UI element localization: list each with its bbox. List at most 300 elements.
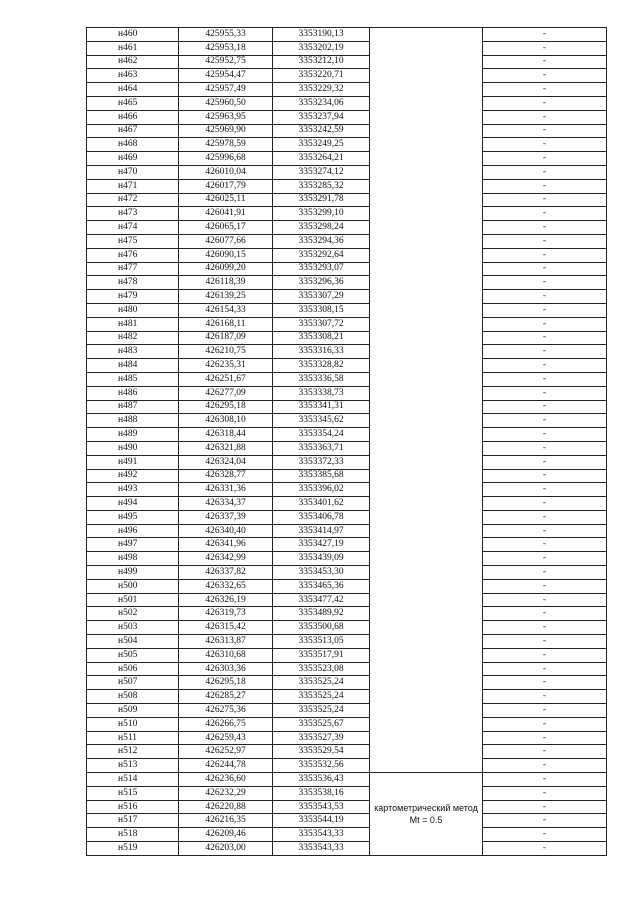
table-row	[87, 524, 607, 538]
accuracy-cell: -	[483, 55, 607, 69]
x-coordinate-cell: 425960,50	[179, 96, 273, 110]
point-id-cell: н485	[87, 372, 179, 386]
table-row	[87, 552, 607, 566]
table-row	[87, 193, 607, 207]
table-body	[87, 28, 607, 856]
accuracy-cell: -	[483, 345, 607, 359]
y-coordinate-cell: 3353363,71	[273, 441, 370, 455]
point-id-cell: н519	[87, 842, 179, 856]
accuracy-cell: -	[483, 152, 607, 166]
x-coordinate-cell: 425952,75	[179, 55, 273, 69]
x-coordinate-cell: 425969,90	[179, 124, 273, 138]
y-coordinate-cell: 3353544,19	[273, 814, 370, 828]
accuracy-cell: -	[483, 331, 607, 345]
x-coordinate-cell: 426308,10	[179, 414, 273, 428]
x-coordinate-cell: 425954,47	[179, 69, 273, 83]
x-coordinate-cell: 426025,11	[179, 193, 273, 207]
point-id-cell: н506	[87, 662, 179, 676]
point-id-cell: н476	[87, 248, 179, 262]
y-coordinate-cell: 3353316,33	[273, 345, 370, 359]
x-coordinate-cell: 426315,42	[179, 621, 273, 635]
y-coordinate-cell: 3353477,42	[273, 593, 370, 607]
y-coordinate-cell: 3353291,78	[273, 193, 370, 207]
x-coordinate-cell: 425996,68	[179, 152, 273, 166]
table-row	[87, 262, 607, 276]
y-coordinate-cell: 3353372,33	[273, 455, 370, 469]
x-coordinate-cell: 426168,11	[179, 317, 273, 331]
point-id-cell: н505	[87, 648, 179, 662]
x-coordinate-cell: 425963,95	[179, 110, 273, 124]
table-row	[87, 152, 607, 166]
accuracy-cell: -	[483, 510, 607, 524]
point-id-cell: н472	[87, 193, 179, 207]
table-row	[87, 469, 607, 483]
point-id-cell: н467	[87, 124, 179, 138]
point-id-cell: н488	[87, 414, 179, 428]
y-coordinate-cell: 3353234,06	[273, 96, 370, 110]
accuracy-cell: -	[483, 124, 607, 138]
x-coordinate-cell: 426318,44	[179, 428, 273, 442]
accuracy-cell: -	[483, 386, 607, 400]
y-coordinate-cell: 3353517,91	[273, 648, 370, 662]
y-coordinate-cell: 3353345,62	[273, 414, 370, 428]
y-coordinate-cell: 3353525,67	[273, 717, 370, 731]
accuracy-cell: -	[483, 110, 607, 124]
x-coordinate-cell: 426342,99	[179, 552, 273, 566]
table-row	[87, 248, 607, 262]
x-coordinate-cell: 426277,09	[179, 386, 273, 400]
accuracy-cell: -	[483, 717, 607, 731]
table-row	[87, 303, 607, 317]
x-coordinate-cell: 426010,04	[179, 165, 273, 179]
x-coordinate-cell: 426210,75	[179, 345, 273, 359]
table-row	[87, 538, 607, 552]
accuracy-cell: -	[483, 731, 607, 745]
table-row	[87, 773, 607, 787]
accuracy-cell: -	[483, 704, 607, 718]
x-coordinate-cell: 426319,73	[179, 607, 273, 621]
accuracy-cell: -	[483, 593, 607, 607]
table-row	[87, 331, 607, 345]
point-id-cell: н463	[87, 69, 179, 83]
accuracy-cell: -	[483, 538, 607, 552]
y-coordinate-cell: 3353229,32	[273, 83, 370, 97]
y-coordinate-cell: 3353292,64	[273, 248, 370, 262]
x-coordinate-cell: 426295,18	[179, 400, 273, 414]
table-row	[87, 593, 607, 607]
x-coordinate-cell: 426203,00	[179, 842, 273, 856]
accuracy-cell: -	[483, 83, 607, 97]
accuracy-cell: -	[483, 524, 607, 538]
accuracy-cell: -	[483, 842, 607, 856]
table-row	[87, 124, 607, 138]
table-row	[87, 814, 607, 828]
table-row	[87, 221, 607, 235]
y-coordinate-cell: 3353202,19	[273, 41, 370, 55]
y-coordinate-cell: 3353296,36	[273, 276, 370, 290]
point-id-cell: н461	[87, 41, 179, 55]
table-row	[87, 96, 607, 110]
y-coordinate-cell: 3353525,24	[273, 676, 370, 690]
accuracy-cell: -	[483, 566, 607, 580]
accuracy-cell: -	[483, 759, 607, 773]
table-row	[87, 414, 607, 428]
point-id-cell: н516	[87, 800, 179, 814]
x-coordinate-cell: 426295,18	[179, 676, 273, 690]
accuracy-cell: -	[483, 96, 607, 110]
table-row	[87, 165, 607, 179]
table-row	[87, 800, 607, 814]
x-coordinate-cell: 426252,97	[179, 745, 273, 759]
y-coordinate-cell: 3353308,21	[273, 331, 370, 345]
point-id-cell: н460	[87, 28, 179, 42]
y-coordinate-cell: 3353543,33	[273, 842, 370, 856]
point-id-cell: н509	[87, 704, 179, 718]
accuracy-cell: -	[483, 607, 607, 621]
table-row	[87, 566, 607, 580]
point-id-cell: н492	[87, 469, 179, 483]
y-coordinate-cell: 3353308,15	[273, 303, 370, 317]
x-coordinate-cell: 426154,33	[179, 303, 273, 317]
point-id-cell: н469	[87, 152, 179, 166]
x-coordinate-cell: 426275,36	[179, 704, 273, 718]
y-coordinate-cell: 3353307,72	[273, 317, 370, 331]
x-coordinate-cell: 426017,79	[179, 179, 273, 193]
y-coordinate-cell: 3353220,71	[273, 69, 370, 83]
table-row	[87, 428, 607, 442]
point-id-cell: н501	[87, 593, 179, 607]
x-coordinate-cell: 426334,37	[179, 497, 273, 511]
table-row	[87, 635, 607, 649]
accuracy-cell: -	[483, 828, 607, 842]
point-id-cell: н494	[87, 497, 179, 511]
point-id-cell: н466	[87, 110, 179, 124]
y-coordinate-cell: 3353385,68	[273, 469, 370, 483]
y-coordinate-cell: 3353212,10	[273, 55, 370, 69]
x-coordinate-cell: 426285,27	[179, 690, 273, 704]
accuracy-cell: -	[483, 372, 607, 386]
accuracy-cell: -	[483, 648, 607, 662]
point-id-cell: н474	[87, 221, 179, 235]
y-coordinate-cell: 3353328,82	[273, 359, 370, 373]
accuracy-cell: -	[483, 428, 607, 442]
table-row	[87, 690, 607, 704]
x-coordinate-cell: 426326,19	[179, 593, 273, 607]
accuracy-cell: -	[483, 221, 607, 235]
y-coordinate-cell: 3353396,02	[273, 483, 370, 497]
accuracy-cell: -	[483, 441, 607, 455]
table-row	[87, 842, 607, 856]
method-cell: картометрический метод Mt = 0.5	[370, 773, 483, 856]
y-coordinate-cell: 3353500,68	[273, 621, 370, 635]
x-coordinate-cell: 426099,20	[179, 262, 273, 276]
accuracy-cell: -	[483, 234, 607, 248]
point-id-cell: н484	[87, 359, 179, 373]
table-row	[87, 110, 607, 124]
accuracy-cell: -	[483, 28, 607, 42]
accuracy-cell: -	[483, 262, 607, 276]
point-id-cell: н495	[87, 510, 179, 524]
x-coordinate-cell: 426331,36	[179, 483, 273, 497]
accuracy-cell: -	[483, 800, 607, 814]
x-coordinate-cell: 426216,35	[179, 814, 273, 828]
table-row	[87, 441, 607, 455]
point-id-cell: н464	[87, 83, 179, 97]
x-coordinate-cell: 426313,87	[179, 635, 273, 649]
table-row	[87, 138, 607, 152]
point-id-cell: н511	[87, 731, 179, 745]
table-row	[87, 234, 607, 248]
y-coordinate-cell: 3353414,97	[273, 524, 370, 538]
y-coordinate-cell: 3353264,21	[273, 152, 370, 166]
method-cell	[370, 28, 483, 773]
x-coordinate-cell: 426332,65	[179, 579, 273, 593]
y-coordinate-cell: 3353294,36	[273, 234, 370, 248]
point-id-cell: н475	[87, 234, 179, 248]
y-coordinate-cell: 3353299,10	[273, 207, 370, 221]
table-row	[87, 497, 607, 511]
x-coordinate-cell: 425955,33	[179, 28, 273, 42]
table-row	[87, 455, 607, 469]
x-coordinate-cell: 425978,59	[179, 138, 273, 152]
point-id-cell: н487	[87, 400, 179, 414]
table-row	[87, 621, 607, 635]
point-id-cell: н497	[87, 538, 179, 552]
y-coordinate-cell: 3353453,30	[273, 566, 370, 580]
table-row	[87, 483, 607, 497]
table-row	[87, 207, 607, 221]
y-coordinate-cell: 3353338,73	[273, 386, 370, 400]
x-coordinate-cell: 426139,25	[179, 290, 273, 304]
y-coordinate-cell: 3353513,05	[273, 635, 370, 649]
x-coordinate-cell: 426235,31	[179, 359, 273, 373]
y-coordinate-cell: 3353527,39	[273, 731, 370, 745]
accuracy-cell: -	[483, 690, 607, 704]
accuracy-cell: -	[483, 621, 607, 635]
y-coordinate-cell: 3353489,92	[273, 607, 370, 621]
accuracy-cell: -	[483, 359, 607, 373]
accuracy-cell: -	[483, 193, 607, 207]
accuracy-cell: -	[483, 276, 607, 290]
x-coordinate-cell: 426328,77	[179, 469, 273, 483]
table-row	[87, 386, 607, 400]
table-row	[87, 828, 607, 842]
point-id-cell: н470	[87, 165, 179, 179]
point-id-cell: н503	[87, 621, 179, 635]
y-coordinate-cell: 3353190,13	[273, 28, 370, 42]
table-row	[87, 704, 607, 718]
x-coordinate-cell: 426259,43	[179, 731, 273, 745]
table-row	[87, 510, 607, 524]
accuracy-cell: -	[483, 248, 607, 262]
table-row	[87, 579, 607, 593]
accuracy-cell: -	[483, 635, 607, 649]
table-row	[87, 745, 607, 759]
point-id-cell: н499	[87, 566, 179, 580]
point-id-cell: н502	[87, 607, 179, 621]
y-coordinate-cell: 3353237,94	[273, 110, 370, 124]
y-coordinate-cell: 3353525,24	[273, 704, 370, 718]
point-id-cell: н462	[87, 55, 179, 69]
point-id-cell: н507	[87, 676, 179, 690]
point-id-cell: н513	[87, 759, 179, 773]
y-coordinate-cell: 3353307,29	[273, 290, 370, 304]
table-row	[87, 786, 607, 800]
point-id-cell: н517	[87, 814, 179, 828]
point-id-cell: н493	[87, 483, 179, 497]
y-coordinate-cell: 3353406,78	[273, 510, 370, 524]
accuracy-cell: -	[483, 290, 607, 304]
table-row	[87, 717, 607, 731]
accuracy-cell: -	[483, 317, 607, 331]
x-coordinate-cell: 425957,49	[179, 83, 273, 97]
y-coordinate-cell: 3353274,12	[273, 165, 370, 179]
coordinates-table	[86, 27, 607, 856]
accuracy-cell: -	[483, 303, 607, 317]
point-id-cell: н486	[87, 386, 179, 400]
point-id-cell: н518	[87, 828, 179, 842]
x-coordinate-cell: 426065,17	[179, 221, 273, 235]
accuracy-cell: -	[483, 207, 607, 221]
point-id-cell: н498	[87, 552, 179, 566]
table-row	[87, 55, 607, 69]
table-row	[87, 359, 607, 373]
accuracy-cell: -	[483, 400, 607, 414]
table-row	[87, 372, 607, 386]
accuracy-cell: -	[483, 138, 607, 152]
point-id-cell: н465	[87, 96, 179, 110]
y-coordinate-cell: 3353293,07	[273, 262, 370, 276]
y-coordinate-cell: 3353532,56	[273, 759, 370, 773]
x-coordinate-cell: 426251,67	[179, 372, 273, 386]
y-coordinate-cell: 3353536,43	[273, 773, 370, 787]
point-id-cell: н477	[87, 262, 179, 276]
accuracy-cell: -	[483, 662, 607, 676]
table-row	[87, 83, 607, 97]
y-coordinate-cell: 3353543,33	[273, 828, 370, 842]
table-row	[87, 290, 607, 304]
point-id-cell: н479	[87, 290, 179, 304]
x-coordinate-cell: 426220,88	[179, 800, 273, 814]
table-row	[87, 41, 607, 55]
y-coordinate-cell: 3353354,24	[273, 428, 370, 442]
table-row	[87, 28, 607, 42]
y-coordinate-cell: 3353439,09	[273, 552, 370, 566]
point-id-cell: н491	[87, 455, 179, 469]
y-coordinate-cell: 3353538,16	[273, 786, 370, 800]
x-coordinate-cell: 425953,18	[179, 41, 273, 55]
x-coordinate-cell: 426337,82	[179, 566, 273, 580]
table-row	[87, 69, 607, 83]
y-coordinate-cell: 3353341,31	[273, 400, 370, 414]
accuracy-cell: -	[483, 497, 607, 511]
accuracy-cell: -	[483, 165, 607, 179]
accuracy-cell: -	[483, 786, 607, 800]
point-id-cell: н483	[87, 345, 179, 359]
x-coordinate-cell: 426236,60	[179, 773, 273, 787]
x-coordinate-cell: 426321,88	[179, 441, 273, 455]
x-coordinate-cell: 426324,04	[179, 455, 273, 469]
accuracy-cell: -	[483, 579, 607, 593]
accuracy-cell: -	[483, 745, 607, 759]
accuracy-cell: -	[483, 179, 607, 193]
x-coordinate-cell: 426041,91	[179, 207, 273, 221]
accuracy-cell: -	[483, 552, 607, 566]
x-coordinate-cell: 426232,29	[179, 786, 273, 800]
y-coordinate-cell: 3353427,19	[273, 538, 370, 552]
y-coordinate-cell: 3353525,24	[273, 690, 370, 704]
y-coordinate-cell: 3353336,58	[273, 372, 370, 386]
y-coordinate-cell: 3353465,36	[273, 579, 370, 593]
accuracy-cell: -	[483, 69, 607, 83]
table-row	[87, 607, 607, 621]
table-row	[87, 648, 607, 662]
point-id-cell: н468	[87, 138, 179, 152]
accuracy-cell: -	[483, 814, 607, 828]
table-row	[87, 179, 607, 193]
accuracy-cell: -	[483, 455, 607, 469]
accuracy-cell: -	[483, 469, 607, 483]
table-row	[87, 662, 607, 676]
accuracy-cell: -	[483, 773, 607, 787]
point-id-cell: н471	[87, 179, 179, 193]
table-row	[87, 676, 607, 690]
point-id-cell: н515	[87, 786, 179, 800]
point-id-cell: н482	[87, 331, 179, 345]
x-coordinate-cell: 426077,66	[179, 234, 273, 248]
point-id-cell: н481	[87, 317, 179, 331]
y-coordinate-cell: 3353249,25	[273, 138, 370, 152]
table-row	[87, 400, 607, 414]
x-coordinate-cell: 426310,68	[179, 648, 273, 662]
y-coordinate-cell: 3353401,62	[273, 497, 370, 511]
point-id-cell: н510	[87, 717, 179, 731]
x-coordinate-cell: 426303,36	[179, 662, 273, 676]
table-row	[87, 731, 607, 745]
x-coordinate-cell: 426187,09	[179, 331, 273, 345]
y-coordinate-cell: 3353543,53	[273, 800, 370, 814]
y-coordinate-cell: 3353285,32	[273, 179, 370, 193]
table-row	[87, 276, 607, 290]
point-id-cell: н490	[87, 441, 179, 455]
point-id-cell: н480	[87, 303, 179, 317]
table-row	[87, 317, 607, 331]
point-id-cell: н489	[87, 428, 179, 442]
x-coordinate-cell: 426118,39	[179, 276, 273, 290]
point-id-cell: н504	[87, 635, 179, 649]
point-id-cell: н514	[87, 773, 179, 787]
y-coordinate-cell: 3353523,08	[273, 662, 370, 676]
point-id-cell: н508	[87, 690, 179, 704]
point-id-cell: н500	[87, 579, 179, 593]
point-id-cell: н512	[87, 745, 179, 759]
x-coordinate-cell: 426244,78	[179, 759, 273, 773]
point-id-cell: н478	[87, 276, 179, 290]
y-coordinate-cell: 3353529,54	[273, 745, 370, 759]
table-row	[87, 759, 607, 773]
accuracy-cell: -	[483, 483, 607, 497]
x-coordinate-cell: 426266,75	[179, 717, 273, 731]
y-coordinate-cell: 3353242,59	[273, 124, 370, 138]
point-id-cell: н473	[87, 207, 179, 221]
point-id-cell: н496	[87, 524, 179, 538]
accuracy-cell: -	[483, 414, 607, 428]
x-coordinate-cell: 426341,96	[179, 538, 273, 552]
table-row	[87, 345, 607, 359]
y-coordinate-cell: 3353298,24	[273, 221, 370, 235]
x-coordinate-cell: 426090,15	[179, 248, 273, 262]
accuracy-cell: -	[483, 676, 607, 690]
